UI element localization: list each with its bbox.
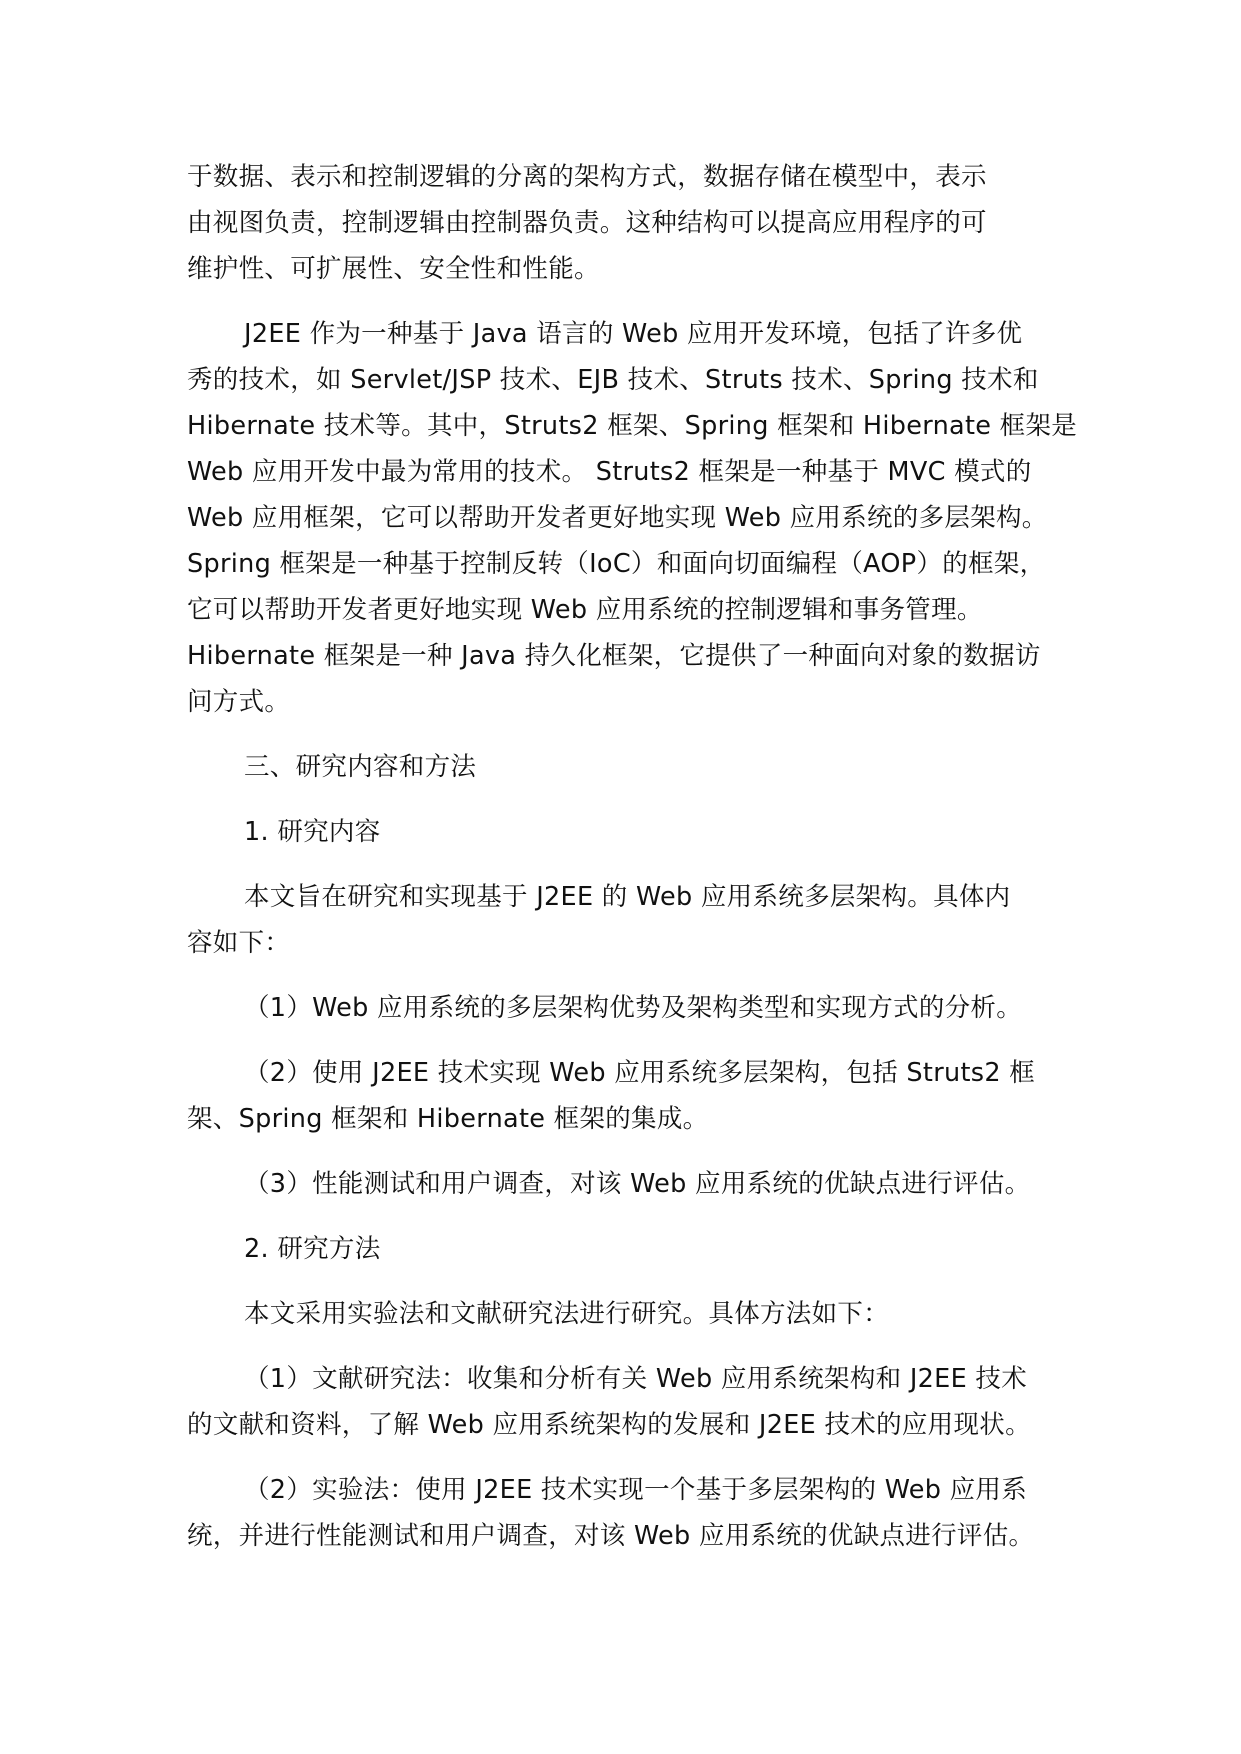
text-line: （1）文献研究法：收集和分析有关 Web 应用系统架构和 J2EE 技术 — [244, 1364, 1028, 1394]
text-line: 问方式。 — [187, 687, 291, 717]
text-line: Web 应用框架，它可以帮助开发者更好地实现 Web 应用系统的多层架构。 — [187, 503, 1048, 533]
heading-text: 1. 研究内容 — [244, 817, 381, 847]
text-line: （1）Web 应用系统的多层架构优势及架构类型和实现方式的分析。 — [244, 993, 1023, 1023]
heading-text: 2. 研究方法 — [244, 1234, 381, 1264]
text-line: J2EE 作为一种基于 Java 语言的 Web 应用开发环境，包括了许多优 — [244, 319, 1023, 349]
paragraph-research-aim — [187, 874, 1085, 966]
text-line: 容如下： — [187, 928, 291, 958]
document-body — [187, 154, 1085, 1578]
text-line: （3）性能测试和用户调查，对该 Web 应用系统的优缺点进行评估。 — [244, 1169, 1031, 1199]
text-line: Web 应用开发中最为常用的技术。 Struts2 框架是一种基于 MVC 模式的 — [187, 457, 1032, 487]
subheading-research-content — [187, 809, 1085, 855]
text-line: 架、Spring 框架和 Hibernate 框架的集成。 — [187, 1104, 709, 1134]
subheading-research-methods — [187, 1226, 1085, 1272]
text-line: 由视图负责，控制逻辑由控制器负责。这种结构可以提高应用程序的可 — [187, 208, 987, 238]
text-line: 维护性、可扩展性、安全性和性能。 — [187, 254, 600, 284]
text-line: 秀的技术，如 Servlet/JSP 技术、EJB 技术、Struts 技术、Spring 技术和 — [187, 365, 1039, 395]
list-item-content-1 — [187, 985, 1085, 1031]
text-line: 的文献和资料，了解 Web 应用系统架构的发展和 J2EE 技术的应用现状。 — [187, 1410, 1031, 1440]
text-line: Spring 框架是一种基于控制反转（IoC）和面向切面编程（AOP）的框架， — [187, 549, 1046, 579]
list-item-method-1 — [187, 1356, 1085, 1448]
list-item-method-2 — [187, 1467, 1085, 1559]
list-item-content-3 — [187, 1161, 1085, 1207]
text-line: 于数据、表示和控制逻辑的分离的架构方式，数据存储在模型中，表示 — [187, 162, 987, 192]
text-line: 本文采用实验法和文献研究法进行研究。具体方法如下： — [244, 1299, 890, 1329]
paragraph-architecture-intro — [187, 154, 1085, 292]
text-line: 本文旨在研究和实现基于 J2EE 的 Web 应用系统多层架构。具体内 — [244, 882, 1011, 912]
text-line: 统，并进行性能测试和用户调查，对该 Web 应用系统的优缺点进行评估。 — [187, 1521, 1035, 1551]
heading-text: 三、研究内容和方法 — [244, 752, 477, 782]
list-item-content-2 — [187, 1050, 1085, 1142]
text-line: 它可以帮助开发者更好地实现 Web 应用系统的控制逻辑和事务管理。 — [187, 595, 983, 625]
text-line: Hibernate 框架是一种 Java 持久化框架，它提供了一种面向对象的数据访 — [187, 641, 1041, 671]
paragraph-j2ee-technologies — [187, 311, 1085, 725]
text-line: （2）实验法：使用 J2EE 技术实现一个基于多层架构的 Web 应用系 — [244, 1475, 1028, 1505]
text-line: （2）使用 J2EE 技术实现 Web 应用系统多层架构，包括 Struts2 框 — [244, 1058, 1036, 1088]
text-line: Hibernate 技术等。其中，Struts2 框架、Spring 框架和 Hibernate 框架是 — [187, 411, 1078, 441]
paragraph-methods-intro — [187, 1291, 1085, 1337]
section-heading-research-content-and-methods — [187, 744, 1085, 790]
